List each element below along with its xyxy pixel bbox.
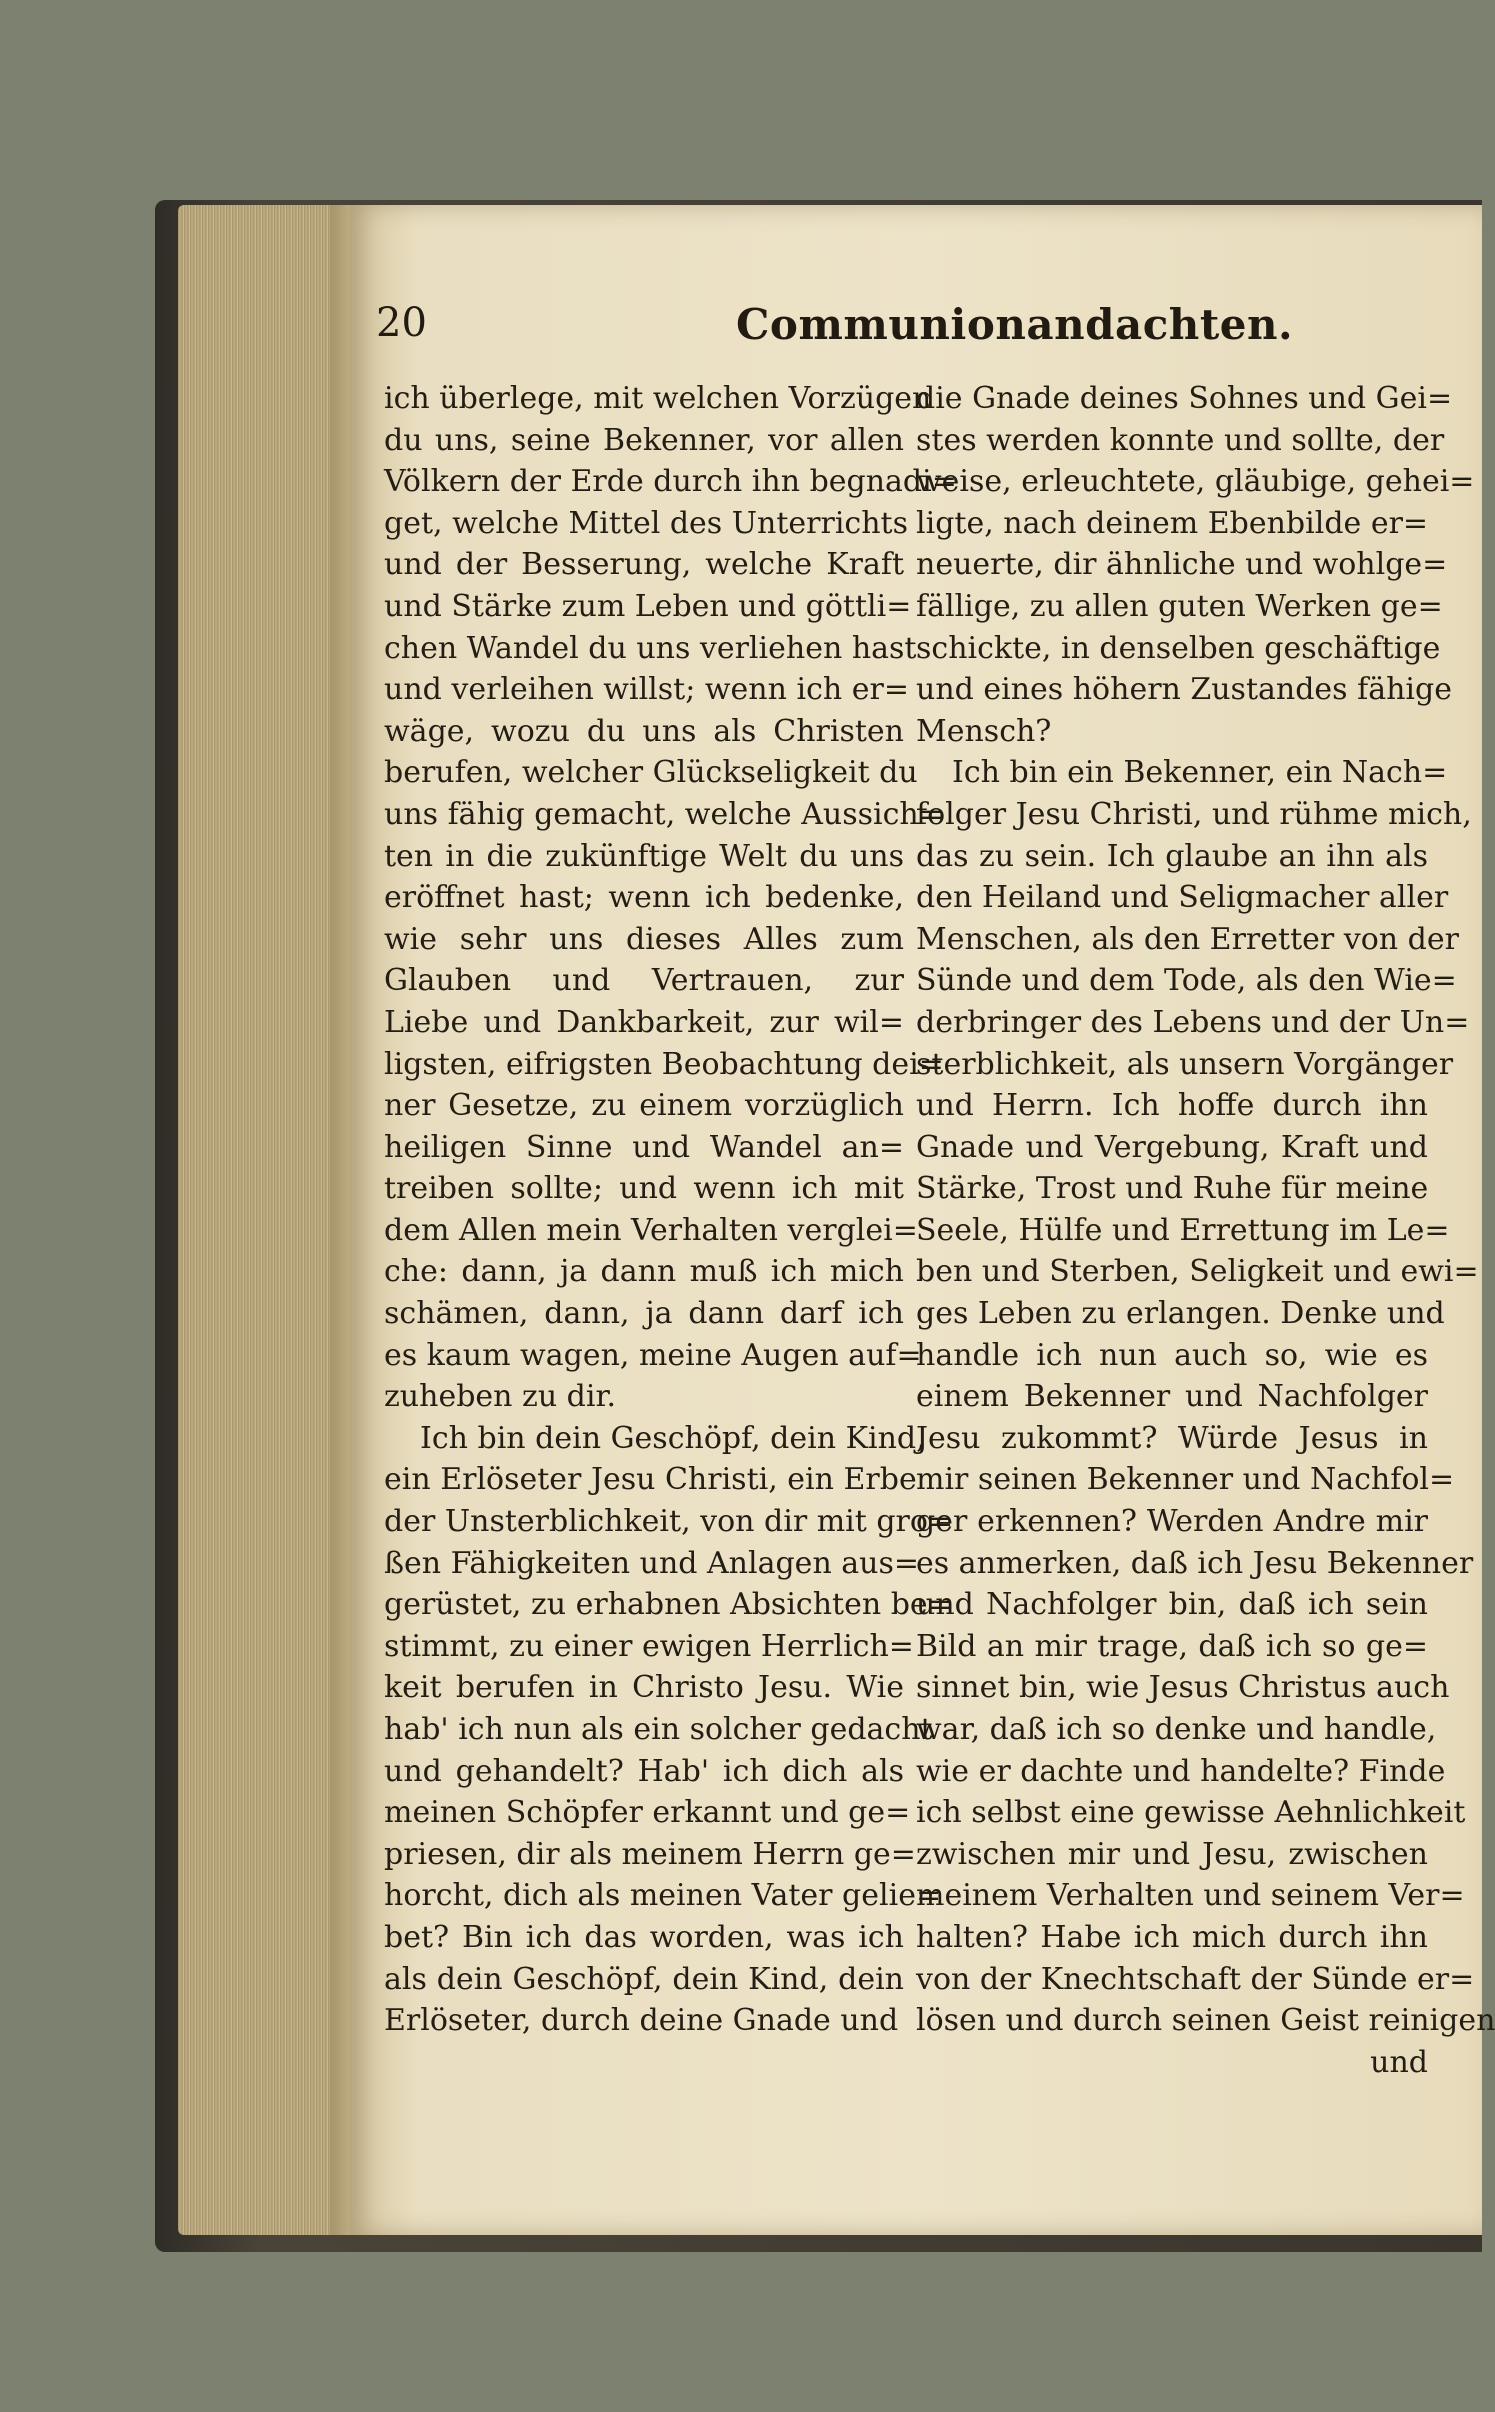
text-line: du uns, seine Bekenner, vor allen bbox=[384, 422, 904, 458]
text-line: und gehandelt? Hab' ich dich als bbox=[384, 1753, 904, 1789]
text-line: mir seinen Bekenner und Nachfol= bbox=[916, 1462, 1455, 1498]
text-line: und verleihen willst; wenn ich er= bbox=[384, 672, 909, 708]
text-line: ben und Sterben, Seligkeit und ewi= bbox=[916, 1254, 1479, 1290]
text-line: berufen, welcher Glückseligkeit du bbox=[384, 755, 918, 791]
text-line: schickte, in denselben geschäftige bbox=[916, 630, 1441, 666]
text-line: und Stärke zum Leben und göttli= bbox=[384, 588, 912, 624]
text-line: treiben sollte; und wenn ich mit bbox=[384, 1171, 904, 1207]
text-line: und Nachfolger bin, daß ich sein bbox=[916, 1587, 1428, 1623]
text-line: bet? Bin ich das worden, was ich bbox=[384, 1919, 904, 1955]
text-line: ner Gesetze, zu einem vorzüglich bbox=[384, 1088, 904, 1124]
text-line: Stärke, Trost und Ruhe für meine bbox=[916, 1171, 1429, 1207]
text-line: sinnet bin, wie Jesus Christus auch bbox=[916, 1670, 1450, 1706]
text-line: war, daß ich so denke und handle, bbox=[916, 1712, 1437, 1747]
text-line: fällige, zu allen guten Werken ge= bbox=[916, 588, 1443, 624]
text-line: und eines höhern Zustandes fähige bbox=[916, 672, 1452, 708]
text-line: sterblichkeit, als unsern Vorgänger bbox=[916, 1046, 1454, 1082]
text-line: halten? Habe ich mich durch ihn bbox=[916, 1919, 1428, 1955]
text-line: es anmerken, daß ich Jesu Bekenner bbox=[916, 1545, 1474, 1581]
text-line: ten in die zukünftige Welt du uns bbox=[384, 838, 904, 874]
text-line: Seele, Hülfe und Errettung im Le= bbox=[916, 1212, 1450, 1248]
text-line: wie er dachte und handelte? Finde bbox=[916, 1753, 1446, 1789]
text-line: zwischen mir und Jesu, zwischen bbox=[916, 1836, 1428, 1872]
text-line: es kaum wagen, meine Augen auf= bbox=[384, 1337, 922, 1373]
text-line: das zu sein. Ich glaube an ihn als bbox=[916, 838, 1428, 874]
text-line: chen Wandel du uns verliehen hast bbox=[384, 630, 917, 666]
text-line: ich selbst eine gewisse Aehnlichkeit bbox=[916, 1795, 1466, 1831]
text-line: der Unsterblichkeit, von dir mit gro= bbox=[384, 1504, 954, 1540]
text-line: lösen und durch seinen Geist reinigen bbox=[916, 2003, 1495, 2039]
text-line: folger Jesu Christi, und rühme mich, bbox=[916, 796, 1472, 832]
text-line: stimmt, zu einer ewigen Herrlich= bbox=[384, 1628, 914, 1664]
text-line: horcht, dich als meinen Vater gelie= bbox=[384, 1878, 942, 1914]
text-line: die Gnade deines Sohnes und Gei= bbox=[916, 381, 1453, 416]
text-line: Ich bin dein Geschöpf, dein Kind, bbox=[420, 1420, 926, 1456]
text-line: Menschen, als den Erretter von der bbox=[916, 921, 1459, 957]
text-line: ligsten, eifrigsten Beobachtung dei= bbox=[384, 1046, 944, 1082]
text-line: Völkern der Erde durch ihn begnadi= bbox=[384, 464, 957, 500]
text-line: ich überlege, mit welchen Vorzügen bbox=[384, 381, 932, 416]
text-line: einem Bekenner und Nachfolger bbox=[916, 1379, 1428, 1415]
text-line: Liebe und Dankbarkeit, zur wil= bbox=[384, 1004, 904, 1040]
text-line: ligte, nach deinem Ebenbilde er= bbox=[916, 505, 1429, 541]
text-line: gerüstet, zu erhabnen Absichten be= bbox=[384, 1587, 953, 1623]
text-line: Jesu zukommt? Würde Jesus in bbox=[916, 1420, 1428, 1456]
text-line: stes werden konnte und sollte, der bbox=[916, 422, 1445, 458]
text-line: zuheben zu dir. bbox=[384, 1379, 617, 1415]
text-line: hab' ich nun als ein solcher gedacht bbox=[384, 1712, 933, 1747]
text-line: derbringer des Lebens und der Un= bbox=[916, 1004, 1470, 1040]
text-line: neuerte, dir ähnliche und wohlge= bbox=[916, 547, 1448, 583]
text-line: von der Knechtschaft der Sünde er= bbox=[916, 1961, 1475, 1997]
text-line: ßen Fähigkeiten und Anlagen aus= bbox=[384, 1545, 920, 1581]
text-line: heiligen Sinne und Wandel an= bbox=[384, 1129, 904, 1165]
text-line: ein Erlöseter Jesu Christi, ein Erbe bbox=[384, 1462, 917, 1498]
running-title: Communionandachten. bbox=[736, 300, 1294, 349]
text-line: priesen, dir als meinem Herrn ge= bbox=[384, 1836, 916, 1872]
text-line: als dein Geschöpf, dein Kind, dein bbox=[384, 1961, 904, 1997]
text-line: und der Besserung, welche Kraft bbox=[384, 547, 904, 583]
text-column-left bbox=[384, 378, 957, 2042]
text-line: eröffnet hast; wenn ich bedenke, bbox=[384, 880, 904, 916]
text-line: wäge, wozu du uns als Christen bbox=[384, 713, 904, 749]
text-line: und Herrn. Ich hoffe durch ihn bbox=[916, 1088, 1428, 1124]
text-line: handle ich nun auch so, wie es bbox=[916, 1337, 1428, 1373]
page-header bbox=[376, 300, 1456, 356]
text-line: wie sehr uns dieses Alles zum bbox=[384, 921, 904, 957]
text-line: che: dann, ja dann muß ich mich bbox=[384, 1254, 904, 1290]
text-line: get, welche Mittel des Unterrichts bbox=[384, 505, 908, 541]
text-line: meinem Verhalten und seinem Ver= bbox=[916, 1878, 1465, 1914]
text-line: Glauben und Vertrauen, zur bbox=[384, 963, 904, 999]
page-edges bbox=[178, 205, 353, 2235]
text-line: schämen, dann, ja dann darf ich bbox=[384, 1296, 904, 1332]
text-line: ges Leben zu erlangen. Denke und bbox=[916, 1296, 1445, 1332]
text-line: keit berufen in Christo Jesu. Wie bbox=[384, 1670, 904, 1706]
text-line: den Heiland und Seligmacher aller bbox=[916, 880, 1449, 916]
page-number: 20 bbox=[376, 300, 427, 346]
text-line: Ich bin ein Bekenner, ein Nach= bbox=[952, 755, 1448, 791]
text-line: ger erkennen? Werden Andre mir bbox=[916, 1504, 1428, 1540]
text-line: dem Allen mein Verhalten verglei= bbox=[384, 1212, 918, 1248]
text-line: Mensch? bbox=[916, 713, 1052, 749]
text-line: Gnade und Vergebung, Kraft und bbox=[916, 1129, 1428, 1165]
text-line: und bbox=[1370, 2044, 1428, 2080]
text-line: weise, erleuchtete, gläubige, gehei= bbox=[916, 464, 1475, 500]
text-line: Sünde und dem Tode, als den Wie= bbox=[916, 963, 1457, 999]
text-column-right bbox=[916, 378, 1495, 2083]
text-line: meinen Schöpfer erkannt und ge= bbox=[384, 1795, 911, 1831]
text-line: uns fähig gemacht, welche Aussich= bbox=[384, 796, 944, 832]
text-line: Erlöseter, durch deine Gnade und bbox=[384, 2003, 899, 2039]
text-line: Bild an mir trage, daß ich so ge= bbox=[916, 1628, 1428, 1664]
